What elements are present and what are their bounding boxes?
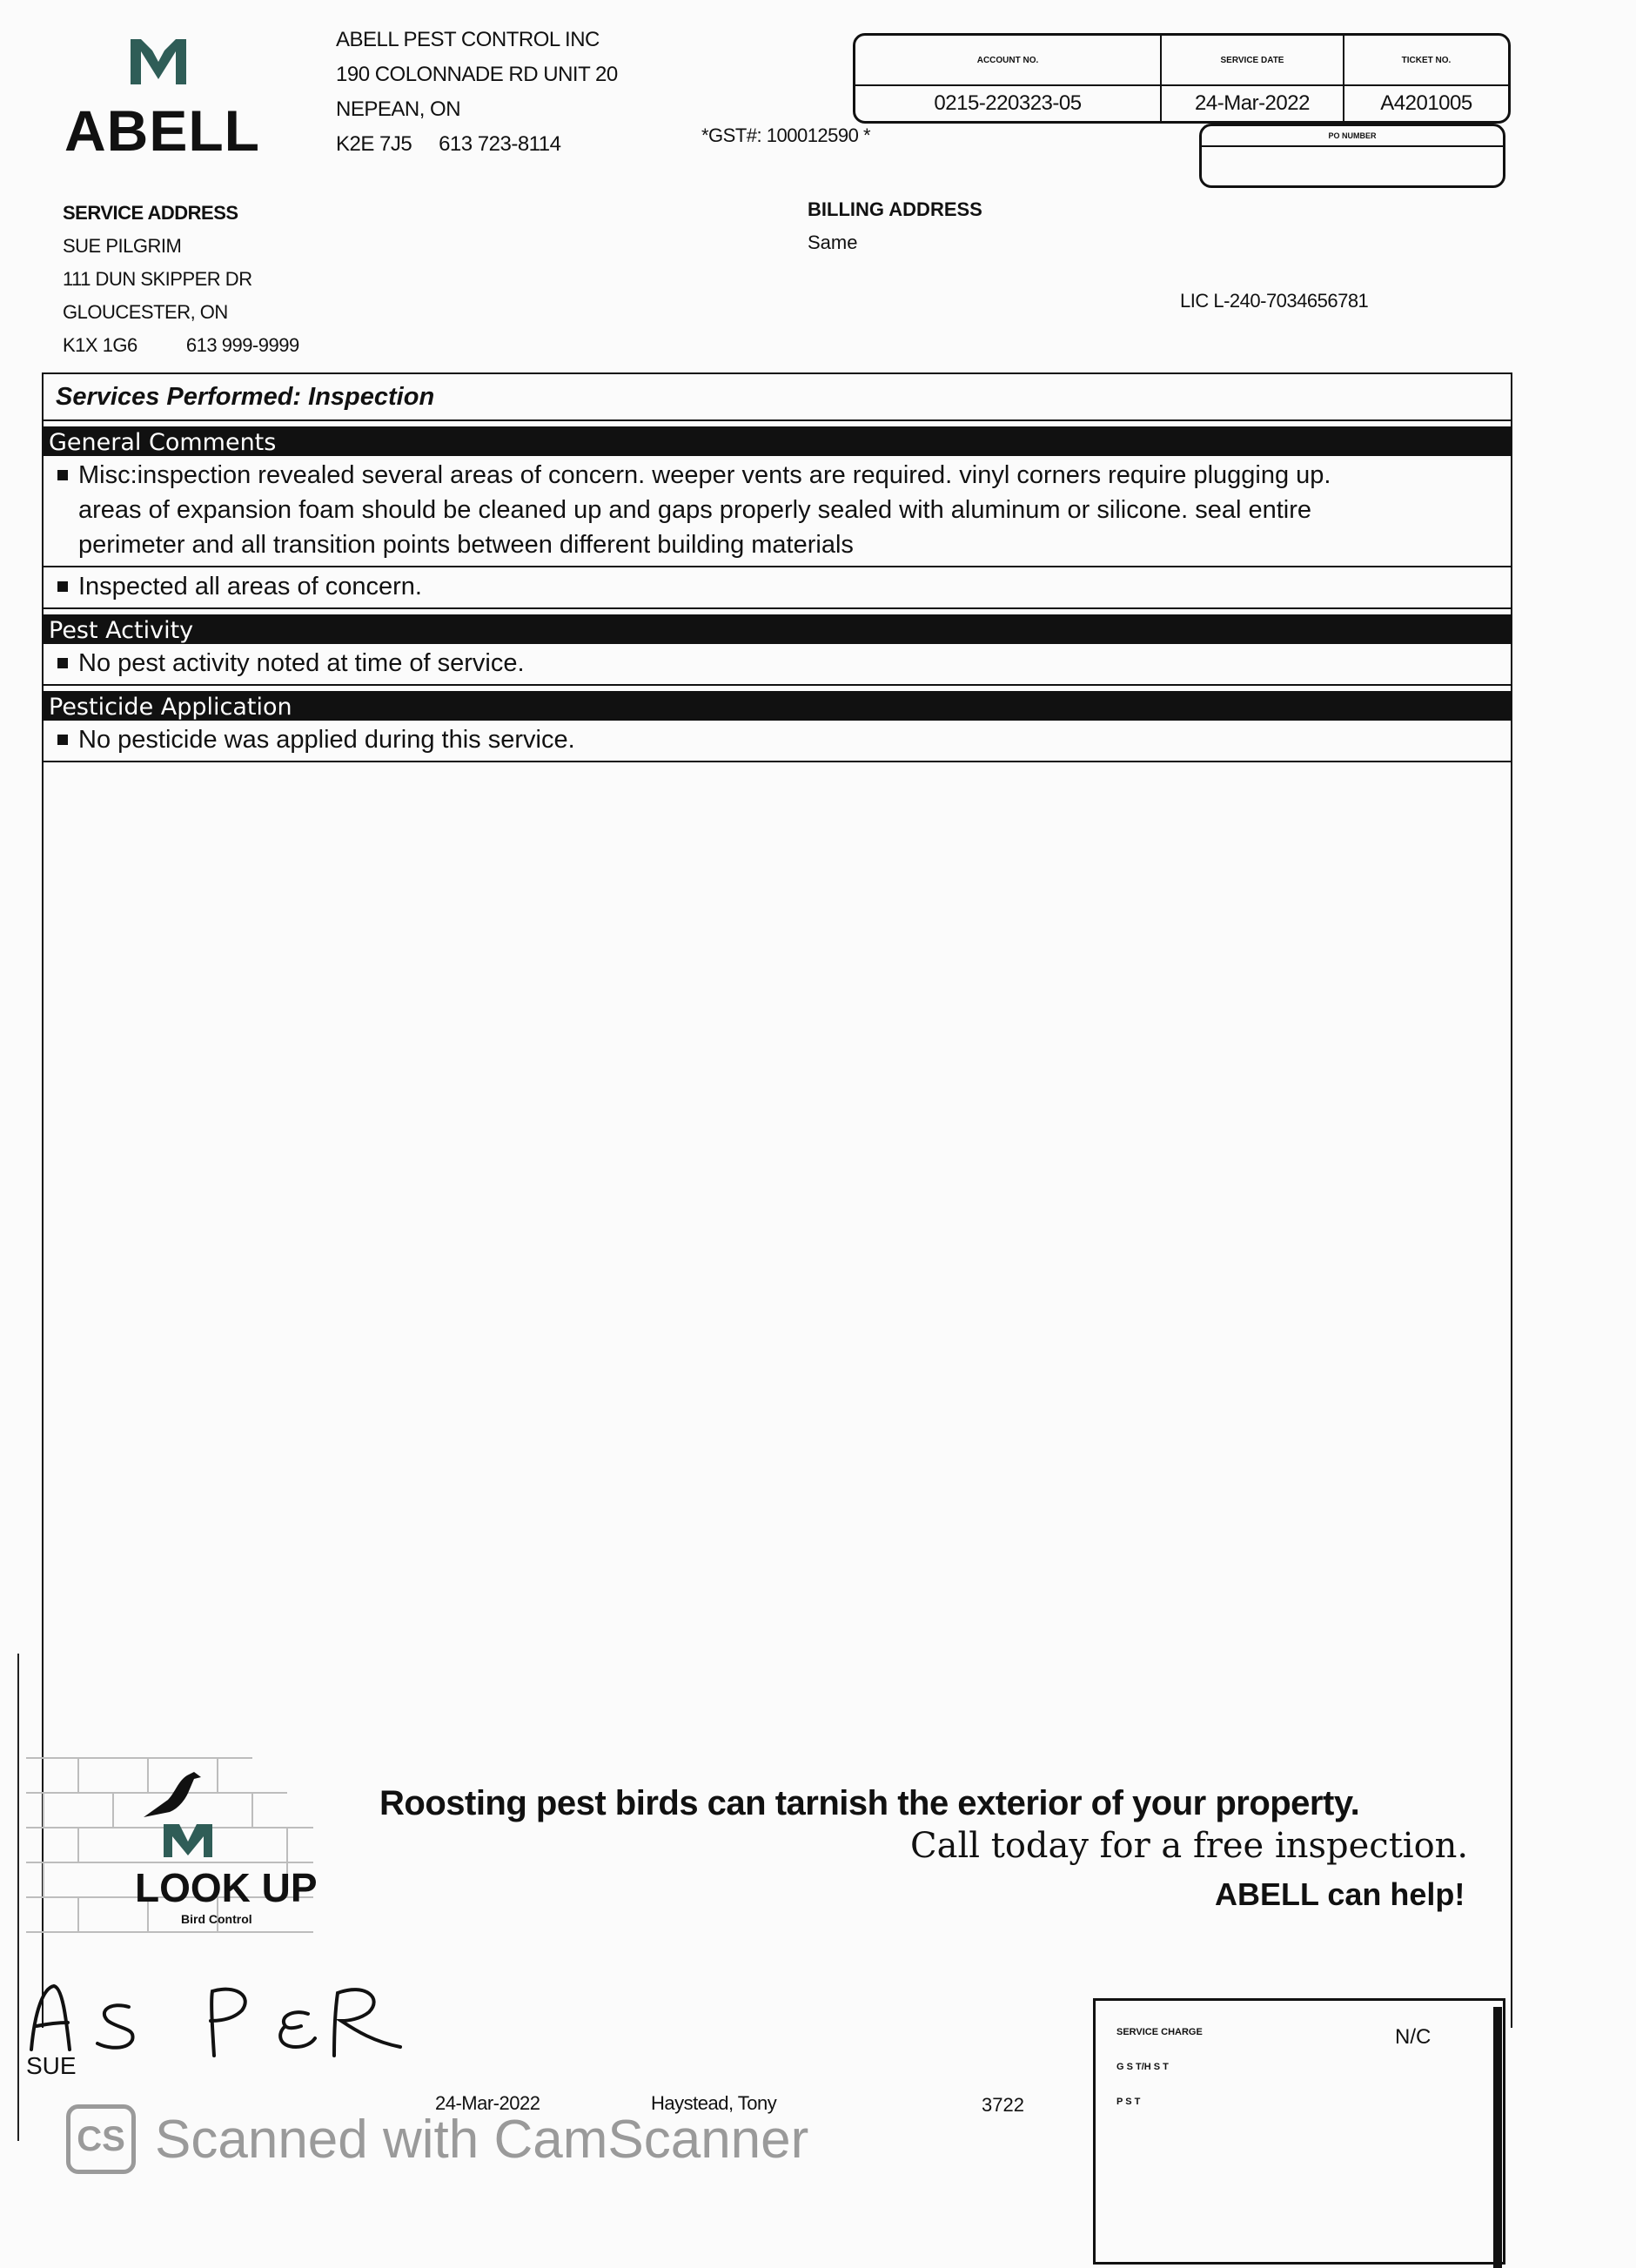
- handwritten-signature: [24, 1976, 433, 2063]
- bullet-icon: [57, 581, 68, 592]
- promo-line-2: Call today for a free inspection.: [910, 1826, 1469, 1866]
- section-heading-pesticide-application: Pesticide Application: [44, 691, 1511, 721]
- camscanner-watermark: [66, 2104, 808, 2174]
- camscanner-logo-icon: CS: [66, 2104, 136, 2174]
- customer-city: GLOUCESTER, ON: [63, 301, 228, 323]
- billing-address-value: Same: [808, 231, 858, 253]
- divider: [17, 1654, 19, 2141]
- company-address: [336, 23, 618, 162]
- item-text: No pest activity noted at time of service.: [78, 649, 525, 677]
- billing-address: [808, 193, 982, 259]
- watermark-text: Scanned with CamScanner: [155, 2109, 809, 2170]
- service-date: 24-Mar-2022: [1195, 91, 1310, 115]
- bullet-icon: [57, 470, 68, 480]
- abell-logo-icon: [131, 39, 186, 84]
- po-number-header: PO NUMBER: [1202, 126, 1503, 147]
- company-logo-text: ABELL: [64, 98, 260, 163]
- account-column: [855, 36, 1162, 121]
- account-number: 0215-220323-05: [934, 91, 1082, 115]
- look-up-sub: Bird Control: [181, 1912, 252, 1926]
- service-address: [63, 197, 299, 362]
- list-item: [44, 721, 1511, 762]
- footer-date: 24-Mar-2022: [435, 2092, 540, 2114]
- ticket-column: [1344, 36, 1508, 121]
- services-title: Services Performed: Inspection: [44, 374, 1511, 421]
- company-postal-phone: K2E 7J5 613 723-8114: [336, 132, 561, 156]
- gst-hst-label: G S T/H S T: [1116, 2062, 1169, 2072]
- account-header: ACCOUNT NO.: [855, 36, 1160, 86]
- section-heading-general-comments: General Comments: [44, 426, 1511, 456]
- service-charge-label: SERVICE CHARGE: [1116, 2027, 1203, 2037]
- gst-number: *GST#: 100012590 *: [701, 124, 871, 146]
- item-text: Misc:inspection revealed several areas of concern. weeper vents are required. vinyl corners require plugging up. areas of expansion foam should be cleaned up and gaps properly sealed with aluminum or silicone. seal entire perimeter and all transition points between different building materials: [78, 461, 1331, 559]
- ticket-number: A4201005: [1380, 91, 1472, 115]
- customer-name: SUE PILGRIM: [63, 235, 182, 257]
- service-charge-value: N/C: [1395, 2025, 1432, 2049]
- technician-name: Haystead, Tony: [651, 2092, 777, 2114]
- technician-number: 3722: [982, 2094, 1024, 2116]
- list-item: [44, 456, 1511, 567]
- bird-icon: [144, 1772, 212, 1857]
- company-street: 190 COLONNADE RD UNIT 20: [336, 63, 618, 86]
- bullet-icon: [57, 735, 68, 745]
- billing-address-heading: BILLING ADDRESS: [808, 198, 982, 220]
- promo-line-3: ABELL can help!: [1215, 1876, 1465, 1912]
- service-address-heading: SERVICE ADDRESS: [63, 202, 238, 224]
- customer-street: 111 DUN SKIPPER DR: [63, 268, 252, 290]
- divider: [1493, 2007, 1502, 2268]
- signer-name: SUE: [26, 2052, 77, 2079]
- charges-box: [1093, 1998, 1505, 2265]
- item-text: No pesticide was applied during this service.: [78, 726, 575, 754]
- look-up-bird-control-logo: [26, 1741, 365, 1949]
- promo-line-1: Roosting pest birds can tarnish the exterior of your property.: [379, 1784, 1360, 1822]
- po-number-box: [1199, 124, 1505, 188]
- pst-label: P S T: [1116, 2097, 1141, 2107]
- company-city: NEPEAN, ON: [336, 97, 461, 121]
- company-name: ABELL PEST CONTROL INC: [336, 28, 600, 51]
- license-number: LIC L-240-7034656781: [1180, 290, 1369, 312]
- service-date-header: SERVICE DATE: [1162, 36, 1343, 86]
- look-up-brand: LOOK UP: [135, 1865, 318, 1910]
- customer-postal-phone: K1X 1G6 613 999-9999: [63, 334, 299, 356]
- list-item: [44, 567, 1511, 609]
- account-box: [853, 33, 1511, 124]
- list-item: [44, 644, 1511, 686]
- service-date-column: [1162, 36, 1344, 121]
- item-text: Inspected all areas of concern.: [78, 573, 422, 601]
- bullet-icon: [57, 658, 68, 668]
- section-heading-pest-activity: Pest Activity: [44, 614, 1511, 644]
- ticket-header: TICKET NO.: [1344, 36, 1508, 86]
